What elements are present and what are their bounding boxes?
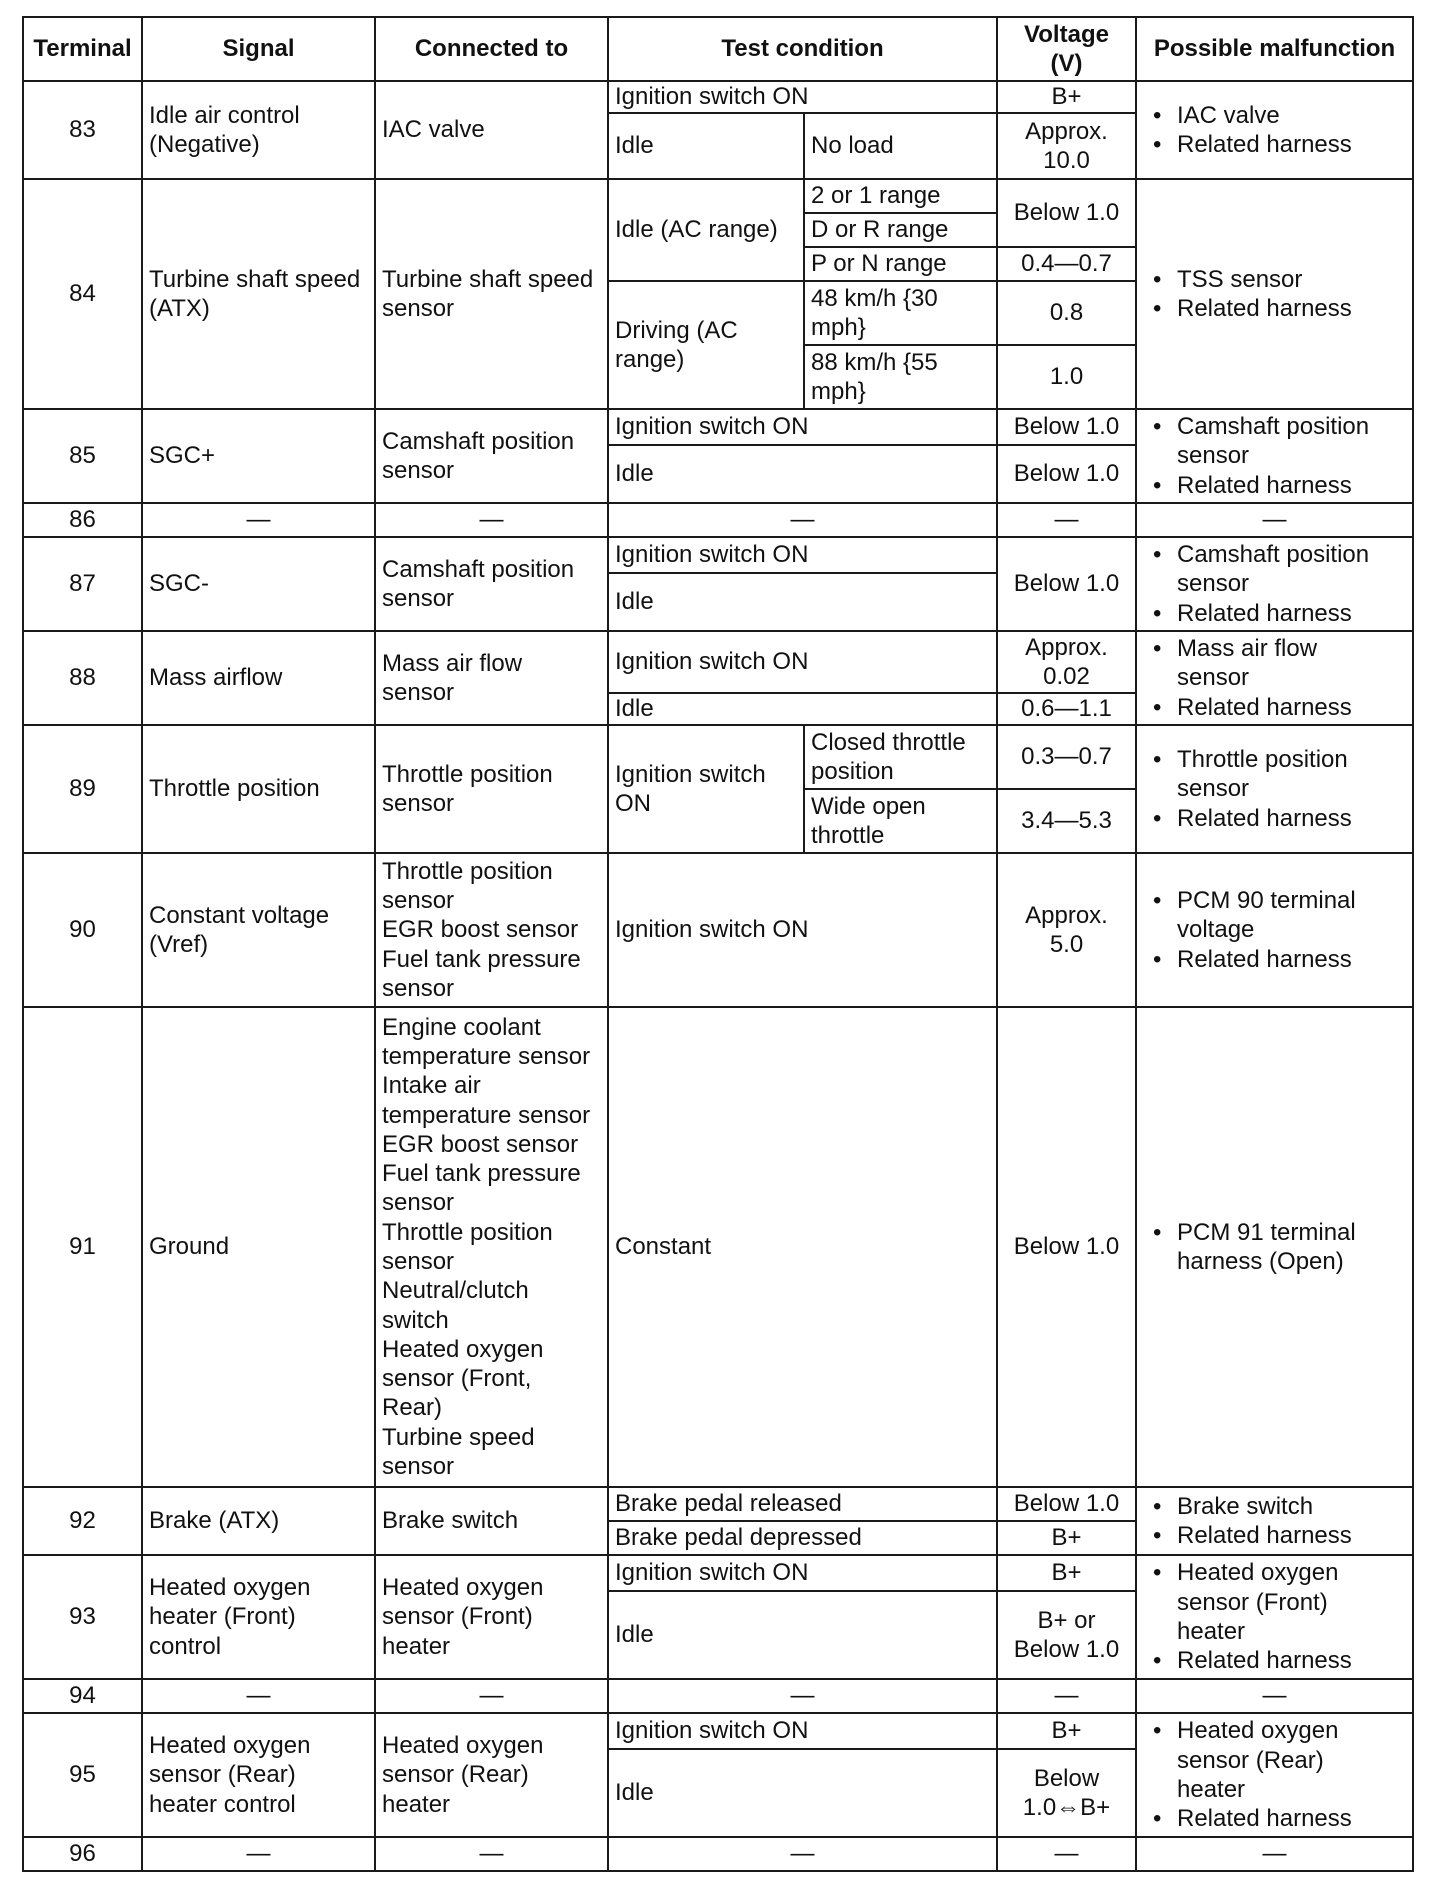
signal-cell: Mass airflow (142, 631, 375, 725)
malfunction-item: • Mass air flow sensor (1143, 634, 1406, 693)
test-condition-cell: Ignition switch ON (608, 1713, 997, 1749)
header-row (23, 17, 1413, 81)
test-condition-sub-cell: 48 km/h {30 mph} (804, 281, 997, 345)
malfunction-item: • Related harness (1143, 945, 1406, 974)
malfunction-cell (1136, 537, 1413, 631)
table-row (23, 1713, 1413, 1749)
voltage-cell: 3.4—5.3 (997, 789, 1136, 853)
signal-cell: Heated oxygen heater (Front) control (142, 1555, 375, 1679)
header-possible-malfunction: Possible malfunction (1136, 17, 1413, 81)
connected-to-cell: Mass air flow sensor (375, 631, 608, 725)
malfunction-item: • Camshaft position sensor (1143, 540, 1406, 599)
table-row (23, 1837, 1413, 1871)
signal-cell: Brake (ATX) (142, 1487, 375, 1555)
malfunction-item: • Brake switch (1143, 1492, 1406, 1521)
signal-cell: Ground (142, 1007, 375, 1487)
voltage-cell: 0.3—0.7 (997, 725, 1136, 789)
table-row (23, 631, 1413, 693)
voltage-cell: Below 1.0 (997, 1487, 1136, 1521)
connected-to-cell: Throttle position sensor EGR boost sensor Fuel tank pressure sensor (375, 853, 608, 1007)
voltage-cell: B+ (997, 1555, 1136, 1591)
malfunction-item: • Related harness (1143, 1521, 1406, 1550)
malfunction-list (1143, 634, 1406, 722)
terminal-voltage-table-page (22, 16, 1412, 1872)
malfunction-list (1143, 745, 1406, 833)
table-row (23, 81, 1413, 113)
malfunction-item: • Related harness (1143, 804, 1406, 833)
malfunction-cell (1136, 179, 1413, 409)
terminal-cell: 89 (23, 725, 142, 853)
malfunction-cell (1136, 1487, 1413, 1555)
terminal-voltage-table (22, 16, 1414, 1872)
signal-cell: Idle air control (Negative) (142, 81, 375, 179)
malfunction-item: • Related harness (1143, 693, 1406, 722)
test-condition-cell: Ignition switch ON (608, 853, 997, 1007)
connected-to-cell: Brake switch (375, 1487, 608, 1555)
voltage-cell: Below 1.0 (997, 445, 1136, 503)
empty-dash: — (1136, 1679, 1413, 1713)
malfunction-list (1143, 101, 1406, 160)
malfunction-list (1143, 1218, 1406, 1277)
signal-cell: SGC+ (142, 409, 375, 503)
malfunction-item: • Throttle position sensor (1143, 745, 1406, 804)
header-terminal: Terminal (23, 17, 142, 81)
test-condition-sub-cell: 88 km/h {55 mph} (804, 345, 997, 409)
voltage-cell: B+ or Below 1.0 (997, 1591, 1136, 1679)
test-condition-cell: Idle (AC range) (608, 179, 804, 281)
empty-dash: — (997, 1679, 1136, 1713)
malfunction-list (1143, 1558, 1406, 1675)
connected-to-cell: Heated oxygen sensor (Front) heater (375, 1555, 608, 1679)
header-test-condition: Test condition (608, 17, 997, 81)
test-condition-cell: Brake pedal depressed (608, 1521, 997, 1555)
malfunction-item: • Related harness (1143, 599, 1406, 628)
test-condition-cell: Idle (608, 1749, 997, 1837)
malfunction-list (1143, 886, 1406, 974)
test-condition-cell: Ignition switch ON (608, 725, 804, 853)
malfunction-cell (1136, 631, 1413, 725)
connected-to-cell: Throttle position sensor (375, 725, 608, 853)
voltage-cell: Below 1.0 (997, 409, 1136, 445)
empty-dash: — (608, 503, 997, 537)
voltage-cell: 1.0 (997, 345, 1136, 409)
empty-dash: — (375, 503, 608, 537)
malfunction-item: • Related harness (1143, 294, 1406, 323)
empty-dash: — (142, 1837, 375, 1871)
test-condition-cell: Idle (608, 573, 997, 631)
malfunction-cell (1136, 409, 1413, 503)
terminal-cell: 94 (23, 1679, 142, 1713)
table-row (23, 409, 1413, 445)
empty-dash: — (1136, 503, 1413, 537)
malfunction-cell (1136, 81, 1413, 179)
test-condition-cell: Idle (608, 445, 997, 503)
empty-dash: — (997, 1837, 1136, 1871)
connected-to-cell: Camshaft position sensor (375, 409, 608, 503)
table-row (23, 853, 1413, 1007)
terminal-cell: 90 (23, 853, 142, 1007)
malfunction-item: • Related harness (1143, 471, 1406, 500)
empty-dash: — (142, 1679, 375, 1713)
malfunction-cell (1136, 1555, 1413, 1679)
test-condition-cell: Driving (AC range) (608, 281, 804, 409)
terminal-cell: 88 (23, 631, 142, 725)
table-row (23, 1007, 1413, 1487)
malfunction-list (1143, 1492, 1406, 1551)
test-condition-cell: Ignition switch ON (608, 537, 997, 573)
malfunction-list (1143, 1716, 1406, 1833)
voltage-cell: B+ (997, 81, 1136, 113)
test-condition-cell: Ignition switch ON (608, 409, 997, 445)
table-row (23, 537, 1413, 573)
voltage-cell: Approx. 5.0 (997, 853, 1136, 1007)
malfunction-item: • Camshaft position sensor (1143, 412, 1406, 471)
test-condition-cell: Idle (608, 693, 997, 725)
test-condition-cell: Idle (608, 113, 804, 179)
empty-dash: — (997, 503, 1136, 537)
test-condition-sub-cell: D or R range (804, 213, 997, 247)
table-row (23, 1487, 1413, 1521)
voltage-cell: 0.4—0.7 (997, 247, 1136, 281)
signal-cell: Turbine shaft speed (ATX) (142, 179, 375, 409)
signal-cell: Throttle position (142, 725, 375, 853)
malfunction-item: • PCM 90 terminal voltage (1143, 886, 1406, 945)
terminal-cell: 85 (23, 409, 142, 503)
test-condition-cell: Ignition switch ON (608, 1555, 997, 1591)
terminal-cell: 84 (23, 179, 142, 409)
header-voltage: Voltage (V) (997, 17, 1136, 81)
malfunction-item: • PCM 91 terminal harness (Open) (1143, 1218, 1406, 1277)
malfunction-cell (1136, 853, 1413, 1007)
terminal-cell: 93 (23, 1555, 142, 1679)
terminal-cell: 91 (23, 1007, 142, 1487)
malfunction-item: • Heated oxygen sensor (Front) heater (1143, 1558, 1406, 1646)
connected-to-cell: Camshaft position sensor (375, 537, 608, 631)
empty-dash: — (375, 1837, 608, 1871)
malfunction-cell (1136, 725, 1413, 853)
empty-dash: — (375, 1679, 608, 1713)
test-condition-cell: Brake pedal released (608, 1487, 997, 1521)
voltage-cell: Approx. 0.02 (997, 631, 1136, 693)
test-condition-cell: Constant (608, 1007, 997, 1487)
voltage-cell: 0.6—1.1 (997, 693, 1136, 725)
terminal-cell: 95 (23, 1713, 142, 1837)
malfunction-cell (1136, 1713, 1413, 1837)
table-row (23, 503, 1413, 537)
voltage-cell: Below 1.0 (997, 537, 1136, 631)
malfunction-item: • Related harness (1143, 1646, 1406, 1675)
test-condition-sub-cell: No load (804, 113, 997, 179)
voltage-cell: Below 1.0⇔B+ (997, 1749, 1136, 1837)
connected-to-cell: IAC valve (375, 81, 608, 179)
empty-dash: — (608, 1679, 997, 1713)
malfunction-item: • Related harness (1143, 130, 1406, 159)
header-connected-to: Connected to (375, 17, 608, 81)
signal-cell: Heated oxygen sensor (Rear) heater control (142, 1713, 375, 1837)
test-condition-sub-cell: P or N range (804, 247, 997, 281)
table-row (23, 1555, 1413, 1591)
voltage-cell: B+ (997, 1521, 1136, 1555)
malfunction-item: • TSS sensor (1143, 265, 1406, 294)
voltage-cell: Approx. 10.0 (997, 113, 1136, 179)
terminal-cell: 86 (23, 503, 142, 537)
signal-cell: Constant voltage (Vref) (142, 853, 375, 1007)
malfunction-cell (1136, 1007, 1413, 1487)
connected-to-cell: Heated oxygen sensor (Rear) heater (375, 1713, 608, 1837)
header-signal: Signal (142, 17, 375, 81)
empty-dash: — (608, 1837, 997, 1871)
connected-to-cell: Turbine shaft speed sensor (375, 179, 608, 409)
empty-dash: — (1136, 1837, 1413, 1871)
test-condition-cell: Ignition switch ON (608, 631, 997, 693)
terminal-cell: 83 (23, 81, 142, 179)
test-condition-sub-cell: Wide open throttle (804, 789, 997, 853)
signal-cell: SGC- (142, 537, 375, 631)
malfunction-item: • IAC valve (1143, 101, 1406, 130)
table-row (23, 1679, 1413, 1713)
test-condition-sub-cell: 2 or 1 range (804, 179, 997, 213)
connected-to-cell: Engine coolant temperature sensor Intake air temperature sensor EGR boost sensor Fuel tank pressure sensor Throttle position sensor Neutral/clutch switch Heated oxygen sensor (Front, Rear) Turbine speed sensor (375, 1007, 608, 1487)
malfunction-list (1143, 540, 1406, 628)
terminal-cell: 92 (23, 1487, 142, 1555)
test-condition-sub-cell: Closed throttle position (804, 725, 997, 789)
voltage-cell: Below 1.0 (997, 179, 1136, 247)
terminal-cell: 87 (23, 537, 142, 631)
table-row (23, 725, 1413, 789)
malfunction-list (1143, 412, 1406, 500)
empty-dash: — (142, 503, 375, 537)
table-row (23, 179, 1413, 213)
voltage-cell: Below 1.0 (997, 1007, 1136, 1487)
test-condition-cell: Ignition switch ON (608, 81, 997, 113)
malfunction-item: • Related harness (1143, 1804, 1406, 1833)
voltage-cell: 0.8 (997, 281, 1136, 345)
malfunction-list (1143, 265, 1406, 324)
terminal-cell: 96 (23, 1837, 142, 1871)
malfunction-item: • Heated oxygen sensor (Rear) heater (1143, 1716, 1406, 1804)
test-condition-cell: Idle (608, 1591, 997, 1679)
voltage-cell: B+ (997, 1713, 1136, 1749)
